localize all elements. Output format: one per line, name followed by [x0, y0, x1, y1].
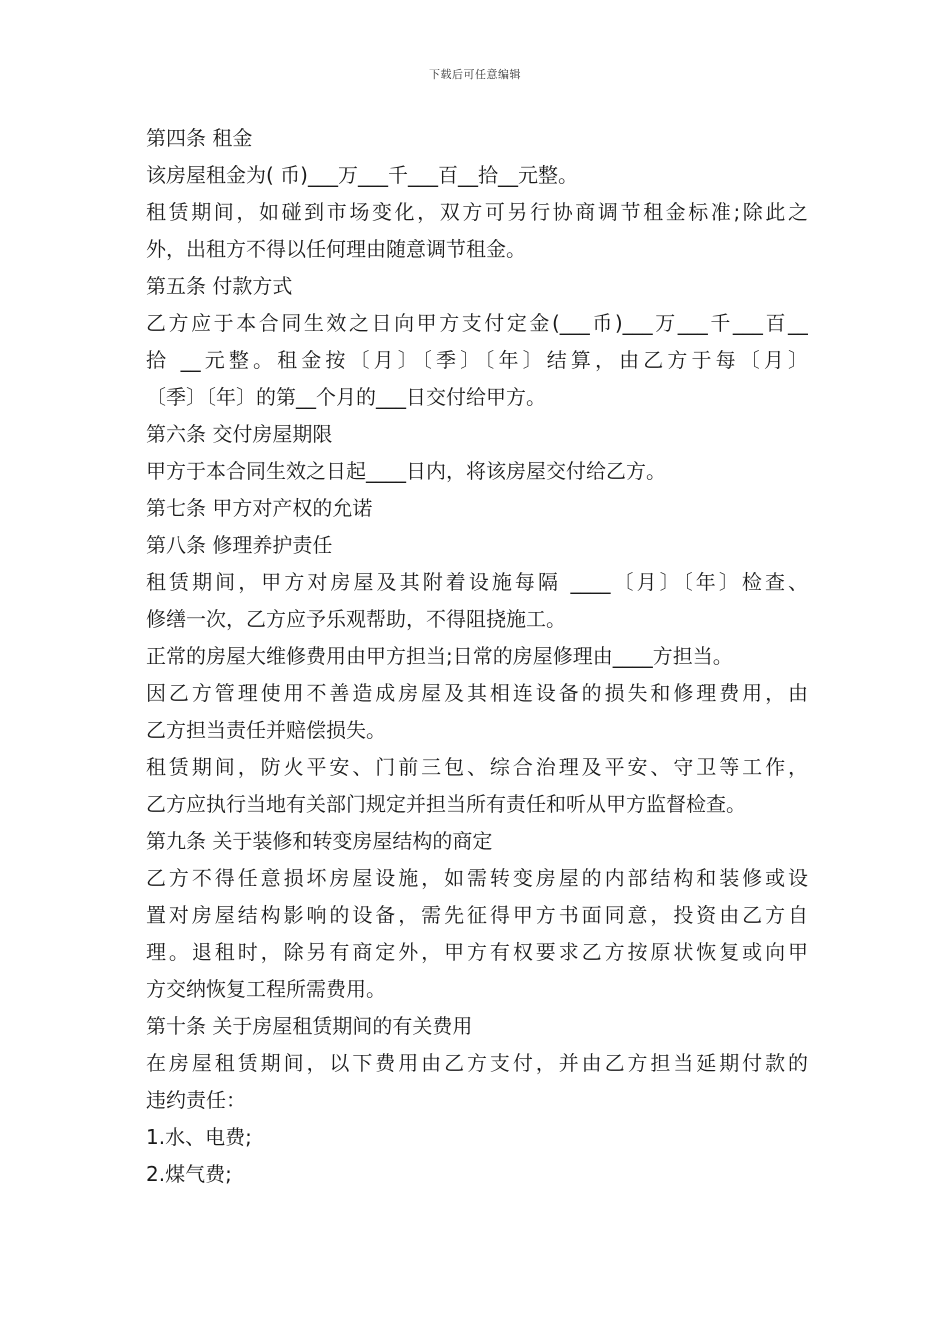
article-heading: 第四条 租金 — [146, 126, 253, 150]
paragraph-line: 违约责任： — [146, 1088, 246, 1112]
paragraph-line: 拾 __元整。租金按〔月〕〔季〕〔年〕结算，由乙方于每〔月〕 — [146, 348, 808, 372]
paragraph-line: 租赁期间，防火平安、门前三包、综合治理及平安、守卫等工作， — [146, 755, 808, 779]
document-body — [146, 120, 808, 1193]
paragraph-line: 理。退租时，除另有商定外，甲方有权要求乙方按原状恢复或向甲 — [146, 940, 808, 964]
paragraph-line: 该房屋租金为( 币)___万___千___百__拾__元整。 — [146, 163, 578, 187]
paragraph-line: 正常的房屋大维修费用由甲方担当;日常的房屋修理由____方担当。 — [146, 644, 733, 668]
paragraph-line: 方交纳恢复工程所需费用。 — [146, 977, 386, 1001]
article-heading: 第六条 交付房屋期限 — [146, 422, 333, 446]
article-heading: 第七条 甲方对产权的允诺 — [146, 496, 373, 520]
list-item: 2.煤气费; — [146, 1162, 232, 1186]
page-header: 下载后可任意编辑 — [429, 68, 521, 81]
paragraph-line: 在房屋租赁期间，以下费用由乙方支付，并由乙方担当延期付款的 — [146, 1051, 808, 1075]
article-heading: 第五条 付款方式 — [146, 274, 293, 298]
list-item: 1.水、电费; — [146, 1125, 252, 1149]
paragraph-line: 乙方应执行当地有关部门规定并担当所有责任和听从甲方监督检查。 — [146, 792, 746, 816]
paragraph-line: 租赁期间，甲方对房屋及其附着设施每隔 ____〔月〕〔年〕检查、 — [146, 570, 808, 594]
paragraph-line: 置对房屋结构影响的设备，需先征得甲方书面同意，投资由乙方自 — [146, 903, 808, 927]
paragraph-line: 外，出租方不得以任何理由随意调节租金。 — [146, 237, 526, 261]
paragraph-line: 乙方应于本合同生效之日向甲方支付定金(___币)___万___千___百__ — [146, 311, 808, 335]
paragraph-line: 乙方不得任意损坏房屋设施，如需转变房屋的内部结构和装修或设 — [146, 866, 808, 890]
article-heading: 第八条 修理养护责任 — [146, 533, 333, 557]
paragraph-line: 甲方于本合同生效之日起____日内，将该房屋交付给乙方。 — [146, 459, 666, 483]
article-heading: 第九条 关于装修和转变房屋结构的商定 — [146, 829, 493, 853]
paragraph-line: 因乙方管理使用不善造成房屋及其相连设备的损失和修理费用，由 — [146, 681, 808, 705]
paragraph-line: 乙方担当责任并赔偿损失。 — [146, 718, 386, 742]
paragraph-line: 租赁期间，如碰到市场变化，双方可另行协商调节租金标准;除此之 — [146, 200, 808, 224]
article-heading: 第十条 关于房屋租赁期间的有关费用 — [146, 1014, 473, 1038]
paragraph-line: 〔季〕〔年〕的第__个月的___日交付给甲方。 — [146, 385, 546, 409]
paragraph-line: 修缮一次，乙方应予乐观帮助，不得阻挠施工。 — [146, 607, 566, 631]
